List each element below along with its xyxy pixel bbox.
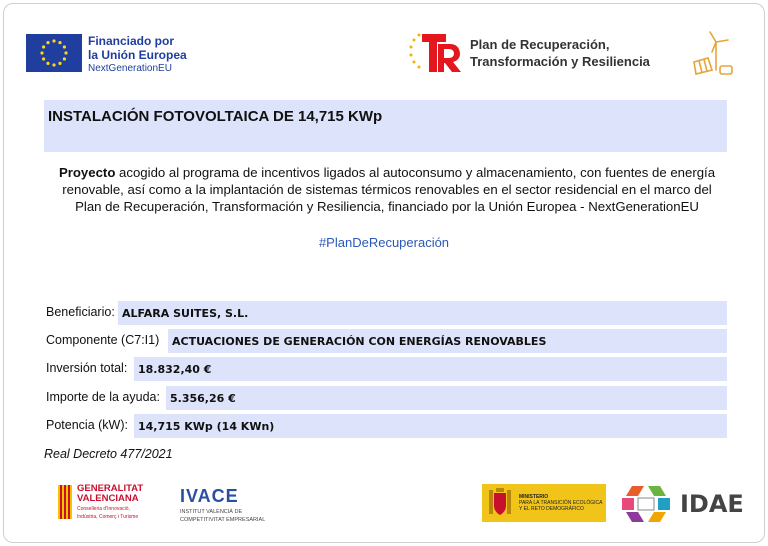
title-band bbox=[44, 100, 727, 152]
prtr-line2: Transformación y Resiliencia bbox=[470, 54, 650, 69]
project-description bbox=[44, 164, 730, 215]
prtr-tr-icon bbox=[408, 30, 464, 76]
eu-line3: NextGenerationEU bbox=[88, 63, 172, 74]
componente-label: Componente (C7:I1) bbox=[46, 333, 160, 347]
idae-mark-icon bbox=[618, 484, 674, 524]
ivace-logo bbox=[180, 486, 265, 523]
gva-line1: GENERALITAT bbox=[77, 483, 144, 494]
beneficiario-value: ALFARA SUITES, S.L. bbox=[118, 301, 727, 325]
prtr-logo bbox=[408, 30, 650, 76]
gva-line2: VALENCIANA bbox=[77, 493, 139, 504]
ivace-name: IVACE bbox=[180, 486, 239, 506]
description-line3: Plan de Recuperación, Transformación y Resiliencia, financiado por la Unión Europea - NextGenerationEU bbox=[75, 199, 699, 214]
potencia-label: Potencia (kW): bbox=[46, 418, 128, 432]
componente-value: ACTUACIONES DE GENERACIÓN CON ENERGÍAS RENOVABLES bbox=[168, 329, 727, 353]
ministerio-logo bbox=[482, 484, 606, 522]
idae-logo bbox=[618, 484, 744, 524]
eu-flag-icon bbox=[26, 34, 82, 72]
beneficiario-label: Beneficiario: bbox=[46, 305, 115, 319]
spain-shield-icon bbox=[487, 488, 513, 518]
prtr-line1: Plan de Recuperación, bbox=[470, 37, 610, 52]
eu-line2: la Unión Europea bbox=[88, 48, 187, 62]
ivace-sub1: INSTITUT VALENCIÀ DE bbox=[180, 509, 243, 515]
description-line1: acogido al programa de incentivos ligados al autoconsumo y almacenamiento, con fuentes de energía bbox=[115, 165, 716, 180]
description-line2: renovable, así como a la implantación de sistemas térmicos renovables en el sector residencial en el marco del bbox=[62, 182, 712, 197]
decree-reference: Real Decreto 477/2021 bbox=[44, 447, 173, 461]
gva-sub1: Conselleria d'Innovació, bbox=[77, 506, 130, 512]
field-inversion bbox=[44, 356, 727, 382]
ivace-sub2: COMPETITIVITAT EMPRESARIAL bbox=[180, 517, 266, 523]
hashtag: #PlanDeRecuperación bbox=[318, 235, 450, 250]
gva-sub2: Indústria, Comerç i Turisme bbox=[77, 514, 139, 520]
gva-logo bbox=[58, 484, 143, 520]
poster-frame bbox=[3, 3, 765, 543]
field-potencia bbox=[44, 413, 727, 439]
ayuda-value: 5.356,26 € bbox=[166, 386, 727, 410]
field-beneficiario bbox=[44, 300, 727, 326]
mite-line2: PARA LA TRANSICIÓN ECOLÓGICA bbox=[519, 500, 603, 506]
eu-funding-logo bbox=[26, 34, 187, 76]
wind-solar-icon bbox=[690, 30, 734, 78]
potencia-value: 14,715 KWp (14 KWn) bbox=[134, 414, 727, 438]
inversion-value: 18.832,40 € bbox=[134, 357, 727, 381]
field-componente bbox=[44, 328, 727, 354]
idae-name: IDAE bbox=[680, 490, 744, 518]
gva-flag-icon bbox=[58, 485, 72, 519]
eu-line1: Financiado por bbox=[88, 34, 175, 48]
inversion-label: Inversión total: bbox=[46, 361, 128, 375]
field-ayuda bbox=[44, 385, 727, 411]
mite-line1: MINISTERIO bbox=[519, 494, 549, 500]
mite-line3: Y EL RETO DEMOGRÁFICO bbox=[519, 506, 584, 512]
ayuda-label: Importe de la ayuda: bbox=[46, 390, 160, 404]
description-lead: Proyecto bbox=[58, 165, 116, 180]
page-title: INSTALACIÓN FOTOVOLTAICA DE 14,715 KWp bbox=[48, 108, 383, 125]
